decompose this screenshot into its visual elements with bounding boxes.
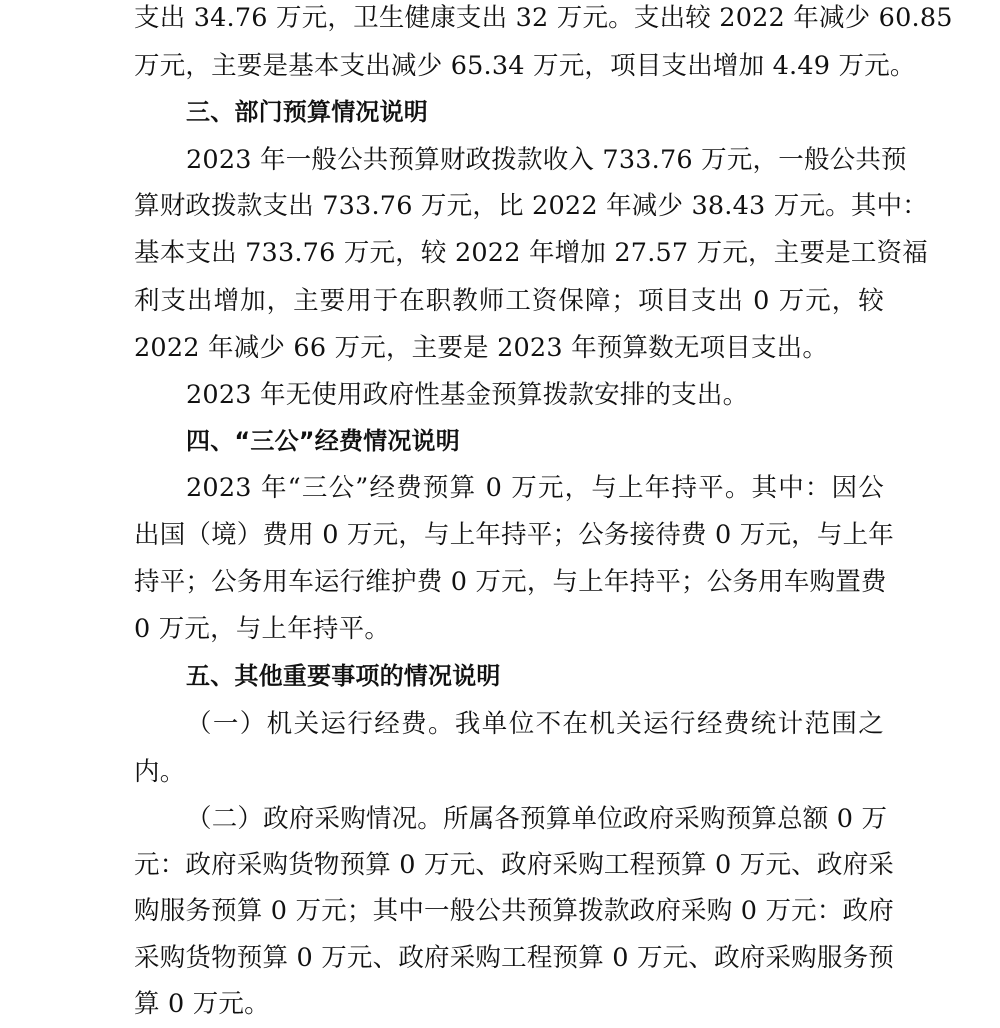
paragraph-line: 2022 年减少 66 万元，主要是 2023 年预算数无项目支出。: [134, 333, 829, 363]
paragraph-line: 购服务预算 0 万元；其中一般公共预算拨款政府采购 0 万元：政府: [134, 896, 894, 926]
paragraph-line: 元：政府采购货物预算 0 万元、政府采购工程预算 0 万元、政府采: [134, 850, 894, 880]
paragraph-line: （二）政府采购情况。所属各预算单位政府采购预算总额 0 万: [186, 804, 888, 834]
paragraph-line: 万元，主要是基本支出减少 65.34 万元，项目支出增加 4.49 万元。: [134, 51, 916, 81]
section-heading: 四、“三公”经费情况说明: [186, 427, 460, 455]
section-heading: 五、其他重要事项的情况说明: [186, 662, 501, 690]
paragraph-line: 内。: [134, 757, 186, 787]
paragraph-line: 利支出增加，主要用于在职教师工资保障；项目支出 0 万元，较: [134, 286, 884, 316]
paragraph-line: 支出 34.76 万元，卫生健康支出 32 万元。支出较 2022 年减少 60.85: [134, 3, 953, 33]
paragraph-line: 采购货物预算 0 万元、政府采购工程预算 0 万元、政府采购服务预: [134, 943, 894, 973]
paragraph-line: 基本支出 733.76 万元，较 2022 年增加 27.57 万元，主要是工资福: [134, 238, 928, 268]
paragraph-line: 算财政拨款支出 733.76 万元，比 2022 年减少 38.43 万元。其中：: [134, 191, 928, 221]
paragraph-line: 0 万元，与上年持平。: [134, 614, 391, 644]
section-heading: 三、部门预算情况说明: [186, 98, 428, 126]
paragraph-line: （一）机关运行经费。我单位不在机关运行经费统计范围之: [186, 709, 884, 739]
paragraph-line: 出国（境）费用 0 万元，与上年持平；公务接待费 0 万元，与上年: [134, 520, 894, 550]
paragraph-line: 2023 年一般公共预算财政拨款收入 733.76 万元，一般公共预: [186, 145, 907, 175]
paragraph-line: 2023 年“三公”经费预算 0 万元，与上年持平。其中：因公: [186, 473, 884, 503]
paragraph-line: 2023 年无使用政府性基金预算拨款安排的支出。: [186, 380, 749, 410]
paragraph-line: 算 0 万元。: [134, 989, 270, 1019]
paragraph-line: 持平；公务用车运行维护费 0 万元，与上年持平；公务用车购置费: [134, 567, 887, 597]
